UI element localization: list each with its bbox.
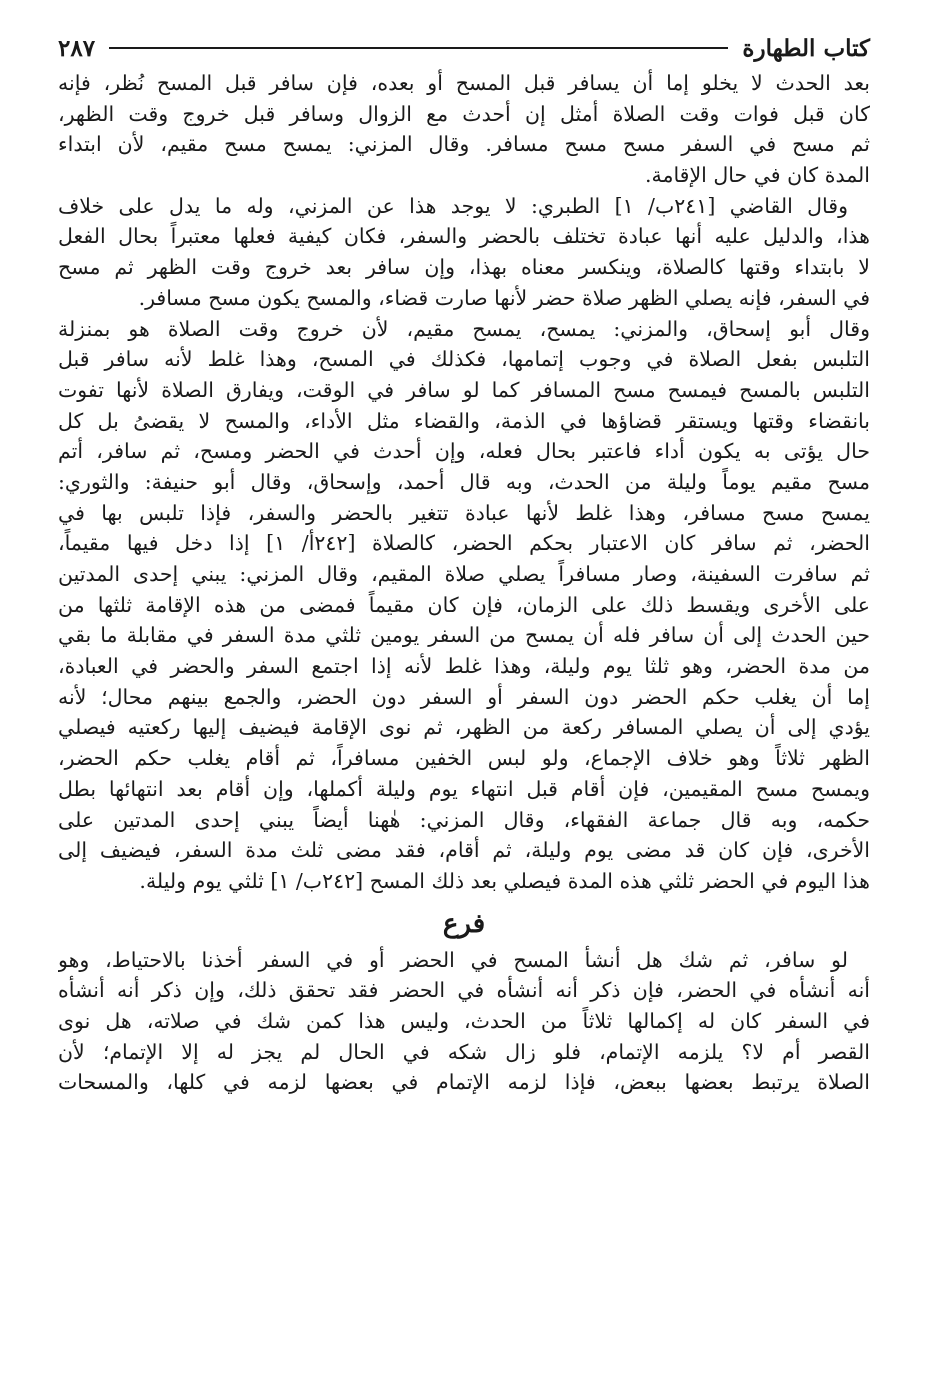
document-page [58,28,870,1098]
text-line: على الأخرى ويقسط ذلك على الزمان، فإن كان مقيماً فمضى من هذه الإقامة ثلثها من [58,592,870,617]
text-line: في السفر كان له إكمالها ثلاثاً من الحدث، وليس هذا كمن شك في صلاته، هل نوى [58,1008,870,1033]
main-text [58,68,870,897]
text-line: هذا اليوم في الحضر ثلثي هذه المدة فيصلي بعد ذلك المسح [٢٤٢ب/ ١] ثلثي يوم وليلة. [139,868,870,893]
text-line: يمسح مسح مسافر، وهذا غلط لأنها عبادة تتغير بالحضر والسفر، فإذا تلبس بها في [58,500,870,525]
text-line: المدة كان في حال الإقامة. [644,163,870,188]
text-line: وقال القاضي [٢٤١ب/ ١] الطبري: لا يوجد هذا عن المزني، وله ما يدل على خلاف [58,193,849,218]
text-line: أنه أنشأه في الحضر، فإن ذكر أنه أنشأه في الحضر فقد تحقق ذلك، وإن ذكر أنه أنشأه [58,978,870,1003]
text-line: الأخرى، فإن كان قد مضى يوم وليلة، ثم أقام، فقد مضى ثلث مدة السفر، فيضيف إلى [58,838,870,863]
text-line: بعد الحدث لا يخلو إما أن يسافر قبل المسح أو بعده، فإن سافر قبل المسح نُظر، فإنه [58,71,870,95]
text-line: مسح مقيم يوماً وليلة من الحدث، وبه قال أحمد، وإسحاق، وقال أبو حنيفة: والثوري: [58,469,870,494]
chapter-title: كتاب الطهارة [742,34,870,62]
text-line: لو سافر، ثم شك هل أنشأ المسح في الحضر أو في السفر أخذنا بالاحتياط، وهو [58,947,848,972]
text-line: بانقضاء وقتها ويستقر قضاؤها في الذمة، والقضاء مثل الأداء، والمسح لا يقضىُ بل كل [58,408,870,433]
text-line: هذا، والدليل عليه أنها عبادة تختلف بالحضر والسفر، فكان كيفية فعلها معتبراً بحال الفعل [58,224,870,249]
text-line: القصر أم لا؟ يلزمه الإتمام، فلو زال شكه في الحال لم يجز له إلا الإتمام؛ لأن [58,1039,870,1064]
text-line: كان قبل فوات وقت الصلاة أمثل إن أحدث مع الزوال وسافر قبل خروج وقت الظهر، [58,101,870,126]
section-heading: فرع [442,908,486,939]
text-line: التلبس بالمسح فيمسح مسح المسافر كما لو سافر في الوقت، ويفارق الصلاة لأنها تفوت [58,377,870,402]
text-line: حال يؤتى به يكون أداء فاعتبر بحال فعله، وإن أحدث في الحضر ومسح، ثم سافر، أتم [58,439,870,464]
header-rule [109,47,728,49]
running-header [58,28,870,68]
text-line: ثم مسح في السفر مسح مسح مسافر. وقال المزني: يمسح مسح مقيم، لأن ابتداء [58,132,870,157]
text-line: الحضر، ثم سافر كان الاعتبار بحكم الحضر، كالصلاة [٢٤٢أ/ ١] إذا دخل فيها مقيماً، [58,531,870,556]
page-number: ٢٨٧ [58,34,96,62]
text-line: وقال أبو إسحاق، والمزني: يمسح، يمسح مقيم، لأن خروج وقت الصلاة هو بمنزلة [58,316,870,341]
text-line: التلبس بفعل الصلاة في وجوب إتمامها، فكذلك في المسح، وهذا غلط لأنه سافر قبل [58,347,870,372]
text-line: حين الحدث إلى أن سافر فله أن يمسح من السفر يومين ثلثي مدة السفر في مقابلة ما بقي [58,623,870,648]
section-text [58,945,870,1098]
text-line: في السفر، فإنه يصلي الظهر صلاة حضر لأنها صارت قضاء، والمسح يكون مسح مسافر. [138,285,870,310]
text-line: لا بابتداء وقتها كالصلاة، وينكسر معناه بهذا، وإن سافر بعد خروج وقت الظهر ثم مسح [58,255,870,280]
text-line: إما أن يغلب حكم الحضر دون السفر أو السفر دون الحضر، والجمع بينهم محال؛ لأنه [58,684,870,709]
text-line: يؤدي إلى أن يصلي المسافر ركعة من الظهر، ثم نوى الإقامة فيضيف إليها ركعتيه فيصلي [58,715,870,740]
text-line: ثم سافرت السفينة، وصار مسافراً يصلي صلاة المقيم، وقال المزني: يبني إحدى المدتين [58,562,870,586]
text-line: من مدة الحضر، وهو ثلثا يوم وليلة، وهذا غلط لأنه إذا اجتمع السفر والحضر في العبادة، [58,654,870,679]
text-line: الصلاة يرتبط بعضها ببعض، فإذا لزمه الإتمام في بعضها لزمه في كلها، والمسحات [58,1070,870,1095]
text-line: الظهر ثلاثاً وهو خلاف الإجماع، ولو لبس الخفين مسافراً، ثم أقام يغلب حكم الحضر، [58,746,870,771]
text-line: ويمسح مسح المقيمين، فإن أقام قبل انتهاء يوم وليلة أكملها، وإن أقام بعد انتهائها بطل [58,776,870,801]
text-line: حكمه، وبه قال جماعة الفقهاء، وقال المزني: هٰهنا أيضاً يبني إحدى المدتين على [58,807,870,832]
